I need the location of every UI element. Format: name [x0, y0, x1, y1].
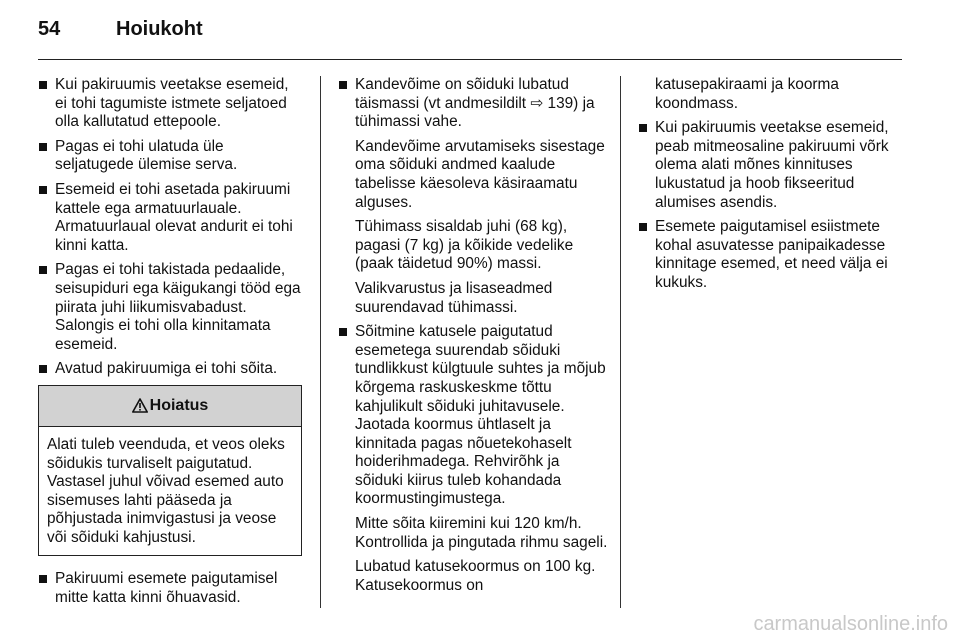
warning-triangle-icon [132, 398, 148, 413]
bullet-main-text: Sõitmine katusele paigutatud esemetega suurendab sõiduki tundlikkust külgtuule suhtes ja mõjub kõrgema raskuskeskme tõttu kahjulikult sõiduki juhitavusele. Jaotada koormus ühtlaselt ja kinnitada pagas nõuetekohaselt hoiderihmadega. Rehvirõhk ja sõiduki kiirus tuleb kohandada koormustingimustega. [355, 323, 606, 508]
paragraph: Lubatud katusekoormus on 100 kg. Katusekoormus on [355, 558, 596, 594]
bullet-item [338, 76, 608, 317]
column-1 [38, 76, 304, 614]
page-header [38, 18, 203, 48]
warning-text: Alati tuleb veenduda, et veos oleks sõidukis turvaliselt paigutatud. Vastasel juhul võivad esemed auto sisemuses lahti pääseda ja põhjustada inimvigastusi ja veose või sõiduki kahjustusi. [47, 435, 285, 546]
watermark: carmanualsonline.info [753, 613, 948, 635]
warning-box [38, 385, 302, 557]
bullet-item [338, 323, 608, 595]
warning-header [39, 386, 301, 427]
bullet-item: Pakiruumi esemete paigutamisel mitte katta kinni õhuavasid. [38, 570, 304, 607]
bullet-item: Pagas ei tohi ulatuda üle seljatugede ülemise serva. [38, 138, 304, 175]
paragraph: Kandevõime arvutamiseks sisestage oma sõiduki andmed kaalude tabelisse käesoleva käsiraamatu alguses. [355, 137, 605, 211]
column-3 [638, 76, 904, 299]
column-divider [320, 76, 321, 608]
warning-title: Hoiatus [149, 396, 209, 414]
bullet-item: Esemeid ei tohi asetada pakiruumi kattele ega armatuurlauale. Armatuurlaual olevat andurit ei tohi kinni katta. [38, 181, 304, 255]
bullet-item: Esemete paigutamisel esiistmete kohal asuvatesse panipaikadesse kinnitage esemed, et need välja ei kukuks. [638, 218, 904, 292]
column-divider [620, 76, 621, 608]
continued-text: katusepakiraami ja koorma koondmass. [655, 76, 839, 112]
bullet-item: Avatud pakiruumiga ei tohi sõita. [38, 360, 304, 379]
page-title: Hoiukoht [116, 18, 203, 40]
column-2 [338, 76, 608, 601]
paragraph: Valikvarustus ja lisaseadmed suurendavad tühimassi. [355, 279, 553, 316]
page-number: 54 [38, 18, 61, 40]
bullet-item: Pagas ei tohi takistada pedaalide, seisupiduri ega käigukangi tööd ega piirata juhi liikumisvabadust. Salongis ei tohi olla kinnitamata esemeid. [38, 261, 304, 354]
bullet-item: Kui pakiruumis veetakse esemeid, peab mitmeosaline pakiruumi võrk olema alati mõnes kinnituses lukustatud ja hoob fikseeritud alumises asendis. [638, 119, 904, 212]
bullet-item: Kui pakiruumis veetakse esemeid, ei tohi tagumiste istmete seljatoed olla kallutatud ettepoole. [38, 76, 304, 132]
header-rule [38, 59, 902, 60]
bullet-main-text: Kandevõime on sõiduki lubatud täismassi (vt andmesildilt ⇨ 139) ja tühimassi vahe. [355, 76, 595, 131]
paragraph: Tühimass sisaldab juhi (68 kg), pagasi (7 kg) ja kõikide vedelike (paak täidetud 90%) massi. [355, 218, 574, 273]
paragraph: Mitte sõita kiiremini kui 120 km/h. Kontrollida ja pingutada rihmu sageli. [355, 515, 608, 551]
